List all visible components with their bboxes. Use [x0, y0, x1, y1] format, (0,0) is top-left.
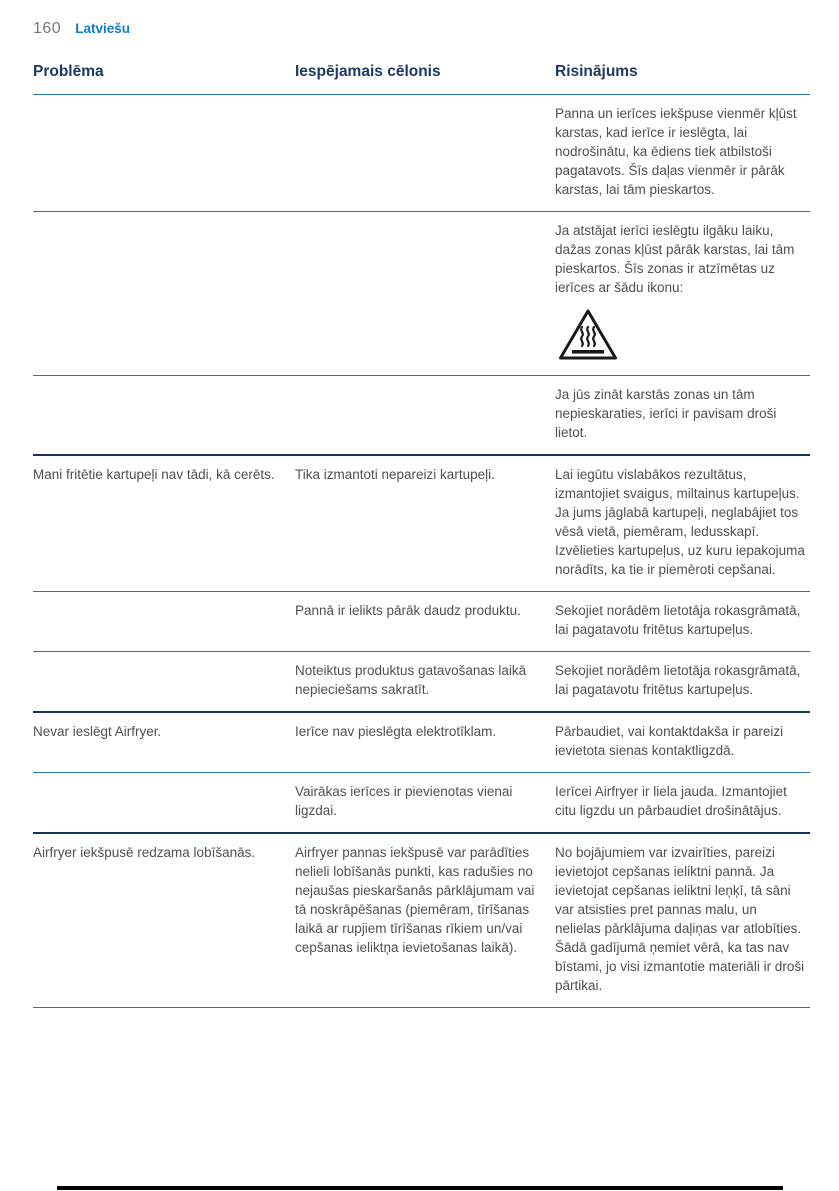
solution-cell: Ierīcei Airfryer ir liela jauda. Izmantojiet citu ligzdu un pārbaudiet drošinātājus. — [555, 784, 787, 818]
cause-cell: Vairākas ierīces ir pievienotas vienai ligzdai. — [295, 784, 513, 818]
cause-cell: Noteiktus produktus gatavošanas laikā nepieciešams sakratīt. — [295, 663, 527, 697]
cause-cell: Tika izmantoti nepareizi kartupeļi. — [295, 467, 495, 482]
solution-cell: Ja jūs zināt karstās zonas un tām nepieskaraties, ierīci ir pavisam droši lietot. — [555, 387, 777, 440]
cause-cell — [295, 212, 555, 375]
table-row — [33, 456, 810, 592]
problem-cell — [33, 592, 295, 651]
problem-cell — [33, 376, 295, 454]
solution-cell: Pārbaudiet, vai kontaktdakša ir pareizi ievietota sienas kontaktligzdā. — [555, 724, 784, 758]
table-row — [33, 652, 810, 713]
column-header-solution: Risinājums — [555, 63, 638, 80]
problem-cell — [33, 212, 295, 375]
solution-text: Ja atstājat ierīci ieslēgtu ilgāku laiku, dažas zonas kļūst pārāk karstas, lai tām pieskartos. Šīs zonas ir atzīmētas uz ierīces ar šādu ikonu: — [555, 223, 795, 295]
table-header-row — [33, 62, 810, 95]
solution-cell: Sekojiet norādēm lietotāja rokasgrāmatā, lai pagatavotu fritētus kartupeļus. — [555, 663, 801, 697]
table-row — [33, 834, 810, 1008]
problem-cell — [33, 652, 295, 711]
language-label: Latviešu — [75, 21, 130, 36]
problem-cell — [33, 95, 295, 211]
troubleshooting-table — [33, 62, 810, 1008]
table-row — [33, 592, 810, 652]
cause-cell: Ierīce nav pieslēgta elektrotīklam. — [295, 724, 497, 739]
solution-cell: Panna un ierīces iekšpuse vienmēr kļūst karstas, kad ierīce ir ieslēgta, lai nodrošinātu, ka ēdiens tiek atbilstoši pagatavots. Šīs daļas vienmēr ir pārāk karstas, lai tām pieskartos. — [555, 106, 797, 197]
problem-cell: Airfryer iekšpusē redzama lobīšanās. — [33, 845, 256, 860]
column-header-cause: Iespējamais cēlonis — [295, 63, 441, 80]
page-bottom-rule — [57, 1186, 783, 1190]
cause-cell: Pannā ir ielikts pārāk daudz produktu. — [295, 603, 521, 618]
problem-cell: Nevar ieslēgt Airfryer. — [33, 724, 162, 739]
cause-cell: Airfryer pannas iekšpusē var parādīties nelieli lobīšanās punkti, kas radušies no nejaušas pieskaršanās pārklājumam vai tā noskrāpēšanas (piemēram, tīrīšanas laikā ar rupjiem tīrīšanas rīkiem un/vai cepšanas ieliktņa ievietošanas laikā). — [295, 845, 535, 955]
page-header — [33, 20, 130, 38]
table-row — [33, 376, 810, 456]
cause-cell — [295, 376, 555, 454]
solution-cell: No bojājumiem var izvairīties, pareizi ievietojot cepšanas ieliktni pannā. Ja ievietojat cepšanas ieliktni leņķī, tā sāni var atsisties pret pannas malu, un nelielas pārklājuma daļiņas var atlobīties. Šādā gadījumā ņemiet vērā, ka tas nav bīstami, jo visi izmantotie materiāli ir droši pārtikai. — [555, 845, 805, 993]
cause-cell — [295, 95, 555, 211]
problem-cell — [33, 773, 295, 832]
column-header-problem: Problēma — [33, 63, 104, 80]
solution-cell — [555, 212, 810, 375]
solution-cell: Sekojiet norādēm lietotāja rokasgrāmatā, lai pagatavotu fritētus kartupeļus. — [555, 603, 801, 637]
table-row — [33, 95, 810, 212]
table-row — [33, 713, 810, 773]
problem-cell: Mani fritētie kartupeļi nav tādi, kā cerēts. — [33, 467, 275, 482]
table-row — [33, 773, 810, 834]
solution-cell: Lai iegūtu vislabākos rezultātus, izmantojiet svaigus, miltainus kartupeļus. Ja jums jāglabā kartupeļi, neglabājiet tos vēsā vietā, piemēram, ledusskapī. Izvēlieties kartupeļus, uz kuru iepakojuma norādīts, ka tie ir piemēroti cepšanai. — [555, 467, 805, 577]
table-row — [33, 212, 810, 376]
hot-surface-warning-icon — [557, 307, 619, 363]
page-number: 160 — [33, 20, 62, 37]
